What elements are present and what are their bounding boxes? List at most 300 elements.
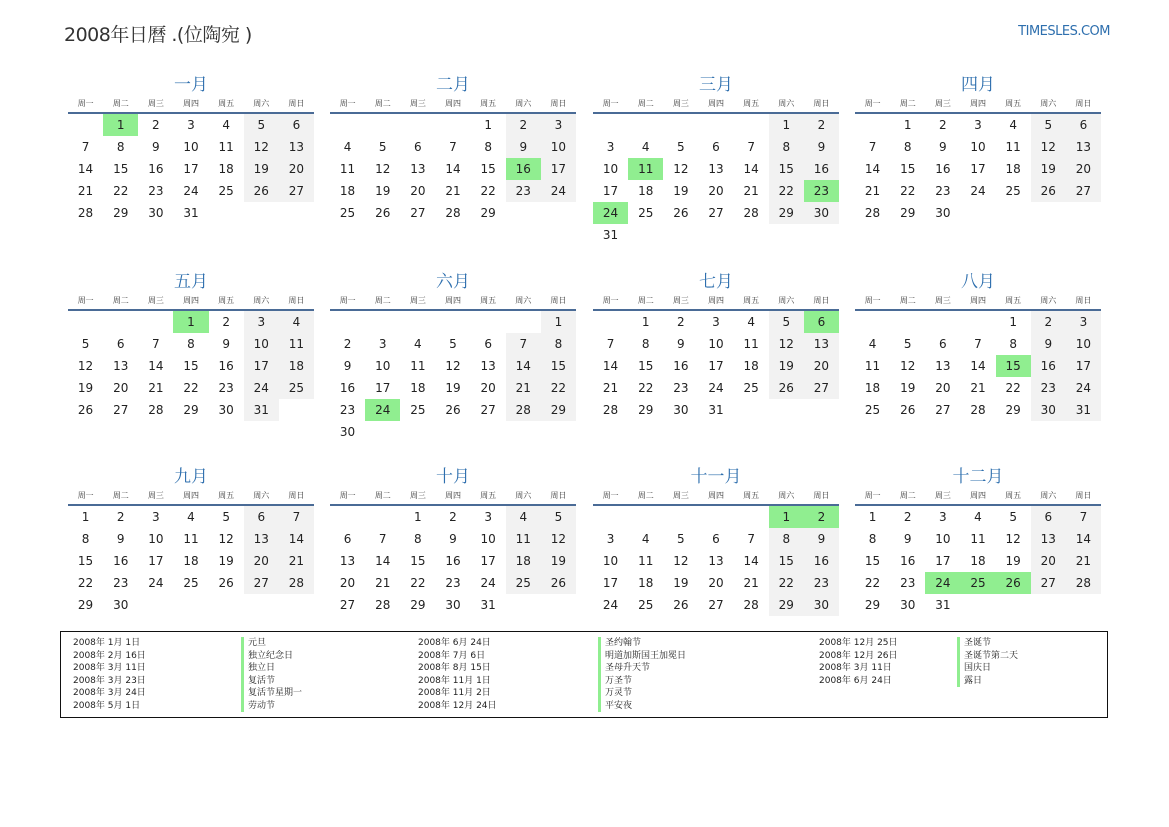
- day-cell: 6: [1066, 114, 1101, 136]
- day-cell: 12: [541, 528, 576, 550]
- week-row: [593, 202, 839, 224]
- day-cell: 23: [804, 180, 839, 202]
- day-cell: 20: [410, 184, 426, 198]
- day-cell: 23: [148, 184, 164, 198]
- day-cell: 19: [541, 550, 576, 572]
- day-cell: 15: [480, 162, 496, 176]
- day-cell: 30: [1031, 399, 1066, 421]
- day-cell: 30: [900, 598, 916, 612]
- empty-cell: [244, 594, 279, 616]
- day-cell: 30: [445, 598, 461, 612]
- empty-cell: [996, 202, 1031, 224]
- empty-cell: [209, 594, 244, 616]
- weekday-label: 周一: [77, 99, 94, 108]
- weekday-label: 周六: [515, 491, 532, 500]
- day-cell: 24: [1066, 377, 1101, 399]
- day-cell: 25: [506, 572, 541, 594]
- day-cell: 30: [148, 206, 164, 220]
- day-cell: 7: [974, 337, 982, 351]
- day-cell: 2: [804, 506, 839, 528]
- day-cell: 24: [244, 377, 279, 399]
- week-row: [68, 506, 314, 528]
- weekday-label: 周日: [288, 296, 305, 305]
- day-cell: 20: [1031, 550, 1066, 572]
- week-row: [855, 550, 1101, 572]
- weekday-label: 周五: [218, 99, 235, 108]
- day-cell: 13: [339, 554, 356, 568]
- day-cell: 10: [602, 554, 619, 568]
- month-block: [855, 466, 1101, 616]
- day-cell: 9: [804, 528, 839, 550]
- month-block: [593, 74, 839, 246]
- day-cell: 2: [152, 118, 160, 132]
- day-cell: 5: [378, 140, 387, 154]
- day-cell: 29: [113, 206, 129, 220]
- day-cell: 2: [677, 315, 685, 329]
- day-cell: 23: [673, 381, 689, 395]
- week-row: [330, 421, 576, 443]
- empty-cell: [855, 114, 890, 136]
- day-cell: 22: [113, 184, 129, 198]
- day-cell: 28: [743, 206, 759, 220]
- day-cell: 19: [900, 381, 916, 395]
- day-cell: 17: [244, 355, 279, 377]
- weekday-label: 周六: [778, 296, 795, 305]
- week-row: [330, 377, 576, 399]
- day-cell: 6: [1031, 506, 1066, 528]
- weekday-label: 周一: [77, 296, 94, 305]
- day-cell: 24: [593, 202, 628, 224]
- day-cell: 1: [81, 510, 90, 524]
- day-cell: 19: [1031, 158, 1066, 180]
- empty-cell: [769, 399, 804, 421]
- day-cell: 24: [148, 576, 164, 590]
- weekday-label: 周六: [778, 99, 795, 108]
- empty-cell: [734, 399, 769, 421]
- empty-cell: [506, 421, 541, 443]
- day-cell: 14: [602, 359, 619, 373]
- day-cell: 9: [506, 136, 541, 158]
- day-cell: 23: [445, 576, 461, 590]
- weekday-label: 周日: [288, 99, 305, 108]
- day-cell: 16: [218, 359, 234, 373]
- weekday-label: 周三: [147, 491, 164, 500]
- weekday-label: 周四: [969, 296, 986, 305]
- day-cell: 13: [279, 136, 314, 158]
- day-cell: 16: [339, 381, 356, 395]
- day-cell: 17: [708, 359, 724, 373]
- day-cell: 27: [804, 377, 839, 399]
- day-cell: 21: [77, 184, 94, 198]
- weekday-header: [330, 96, 576, 114]
- day-cell: 22: [77, 576, 94, 590]
- day-cell: 12: [1005, 532, 1021, 546]
- day-cell: 31: [1066, 399, 1101, 421]
- day-cell: 4: [747, 315, 755, 329]
- legend-date: 2008年 12月 25日: [819, 638, 898, 648]
- day-cell: 29: [410, 598, 426, 612]
- day-cell: 8: [769, 136, 804, 158]
- day-cell: 4: [641, 140, 650, 154]
- day-cell: 31: [480, 598, 496, 612]
- weekday-label: 周三: [409, 296, 426, 305]
- day-cell: 8: [116, 140, 125, 154]
- day-cell: 8: [641, 337, 650, 351]
- day-cell: 19: [445, 381, 461, 395]
- day-cell: 1: [414, 510, 422, 524]
- day-cell: 24: [541, 180, 576, 202]
- day-cell: 14: [970, 359, 986, 373]
- day-cell: 20: [279, 158, 314, 180]
- weekday-label: 周三: [672, 99, 689, 108]
- week-row: [68, 114, 314, 136]
- day-cell: 5: [677, 140, 685, 154]
- day-cell: 13: [410, 162, 426, 176]
- legend-holiday-name: 独立日: [241, 662, 302, 675]
- day-cell: 8: [414, 532, 422, 546]
- day-cell: 18: [864, 381, 881, 395]
- day-cell: 1: [103, 114, 138, 136]
- weekday-label: 周六: [253, 491, 270, 500]
- weekday-label: 周六: [515, 99, 532, 108]
- day-cell: 14: [445, 162, 461, 176]
- day-cell: 28: [602, 403, 619, 417]
- day-cell: 24: [183, 184, 199, 198]
- week-row: [855, 506, 1101, 528]
- weekday-label: 周三: [934, 296, 951, 305]
- weekday-label: 周五: [743, 491, 760, 500]
- day-cell: 8: [903, 140, 912, 154]
- day-cell: 15: [113, 162, 129, 176]
- empty-cell: [855, 311, 890, 333]
- week-row: [855, 180, 1101, 202]
- weekday-label: 周二: [112, 99, 129, 108]
- day-cell: 28: [148, 403, 164, 417]
- day-cell: 17: [541, 158, 576, 180]
- day-cell: 29: [77, 598, 94, 612]
- day-cell: 2: [222, 315, 230, 329]
- day-cell: 25: [410, 403, 426, 417]
- day-cell: 8: [769, 528, 804, 550]
- day-cell: 9: [903, 532, 912, 546]
- empty-cell: [925, 311, 960, 333]
- day-cell: 1: [173, 311, 208, 333]
- day-cell: 11: [638, 554, 654, 568]
- week-row: [68, 333, 314, 355]
- day-cell: 8: [1009, 337, 1017, 351]
- legend-names: [241, 637, 302, 712]
- weekday-label: 周四: [182, 99, 199, 108]
- week-row: [330, 506, 576, 528]
- day-cell: 4: [641, 532, 650, 546]
- day-cell: 31: [244, 399, 279, 421]
- day-cell: 13: [708, 162, 724, 176]
- day-cell: 16: [935, 162, 951, 176]
- empty-cell: [435, 421, 470, 443]
- day-cell: 4: [222, 118, 230, 132]
- day-cell: 5: [769, 311, 804, 333]
- day-cell: 6: [712, 532, 720, 546]
- weekday-label: 周三: [147, 296, 164, 305]
- weekday-label: 周日: [1075, 491, 1092, 500]
- day-cell: 11: [1005, 140, 1021, 154]
- month-name: 六月: [436, 272, 470, 292]
- day-cell: 26: [1031, 180, 1066, 202]
- month-name: 十月: [436, 467, 470, 487]
- weekday-label: 周三: [672, 296, 689, 305]
- day-cell: 16: [148, 162, 164, 176]
- day-cell: 22: [1005, 381, 1021, 395]
- weekday-label: 周四: [707, 99, 724, 108]
- day-cell: 19: [1005, 554, 1021, 568]
- day-cell: 12: [673, 554, 689, 568]
- empty-cell: [400, 311, 435, 333]
- day-cell: 17: [602, 184, 619, 198]
- day-cell: 11: [864, 359, 881, 373]
- day-cell: 5: [244, 114, 279, 136]
- day-cell: 2: [903, 510, 912, 524]
- day-cell: 6: [244, 506, 279, 528]
- weekday-header: [330, 488, 576, 506]
- weekday-label: 周六: [1040, 99, 1057, 108]
- empty-cell: [330, 114, 365, 136]
- month-block: [68, 466, 314, 616]
- day-cell: 7: [606, 337, 615, 351]
- site-link[interactable]: TIMESLES.COM: [1018, 24, 1110, 39]
- day-cell: 29: [541, 399, 576, 421]
- day-cell: 7: [747, 140, 755, 154]
- day-cell: 8: [484, 140, 492, 154]
- day-cell: 28: [445, 206, 461, 220]
- day-cell: 17: [935, 554, 951, 568]
- weekday-label: 周五: [480, 296, 497, 305]
- day-cell: 3: [939, 510, 947, 524]
- day-cell: 26: [541, 572, 576, 594]
- weekday-label: 周六: [515, 296, 532, 305]
- month-name: 八月: [961, 272, 995, 292]
- day-cell: 30: [804, 594, 839, 616]
- weekday-label: 周二: [112, 296, 129, 305]
- week-row: [68, 311, 314, 333]
- week-row: [593, 224, 839, 246]
- day-cell: 20: [708, 576, 724, 590]
- week-row: [855, 158, 1101, 180]
- day-cell: 27: [279, 180, 314, 202]
- day-cell: 18: [970, 554, 986, 568]
- day-cell: 10: [183, 140, 199, 154]
- empty-cell: [138, 311, 173, 333]
- day-cell: 16: [113, 554, 129, 568]
- day-cell: 23: [900, 576, 916, 590]
- day-cell: 18: [638, 184, 654, 198]
- day-cell: 4: [506, 506, 541, 528]
- day-cell: 1: [903, 118, 912, 132]
- day-cell: 19: [673, 184, 689, 198]
- empty-cell: [628, 114, 663, 136]
- day-cell: 14: [279, 528, 314, 550]
- day-cell: 28: [864, 206, 881, 220]
- weekday-header: [855, 488, 1101, 506]
- week-row: [593, 311, 839, 333]
- day-cell: 15: [183, 359, 199, 373]
- day-cell: 3: [378, 337, 387, 351]
- day-cell: 14: [148, 359, 164, 373]
- day-cell: 17: [1066, 355, 1101, 377]
- weekday-label: 周日: [1075, 296, 1092, 305]
- day-cell: 12: [769, 333, 804, 355]
- month-name: 十二月: [952, 467, 1004, 487]
- day-cell: 12: [673, 162, 689, 176]
- day-cell: 7: [152, 337, 160, 351]
- empty-cell: [734, 224, 769, 246]
- weekday-label: 周六: [1040, 296, 1057, 305]
- day-cell: 8: [187, 337, 195, 351]
- legend-date: 2008年 3月 23日: [73, 675, 146, 686]
- day-cell: 9: [116, 532, 125, 546]
- day-cell: 21: [375, 576, 391, 590]
- day-cell: 16: [506, 158, 541, 180]
- day-cell: 11: [743, 337, 759, 351]
- weekday-label: 周日: [550, 491, 567, 500]
- weekday-label: 周一: [339, 99, 356, 108]
- day-cell: 1: [641, 315, 650, 329]
- day-cell: 11: [183, 532, 199, 546]
- weekday-header: [68, 488, 314, 506]
- weekday-label: 周二: [899, 296, 916, 305]
- day-cell: 10: [375, 359, 391, 373]
- day-cell: 20: [1066, 158, 1101, 180]
- day-cell: 28: [375, 598, 391, 612]
- week-row: [330, 180, 576, 202]
- day-cell: 28: [506, 399, 541, 421]
- day-cell: 19: [244, 158, 279, 180]
- week-row: [68, 136, 314, 158]
- day-cell: 18: [743, 359, 759, 373]
- day-cell: 13: [480, 359, 496, 373]
- weekday-header: [68, 293, 314, 311]
- weekday-label: 周四: [969, 491, 986, 500]
- day-cell: 21: [970, 381, 986, 395]
- legend-holiday-name: 明道加斯国王加冕日: [598, 650, 686, 663]
- week-row: [855, 377, 1101, 399]
- day-cell: 25: [638, 598, 654, 612]
- empty-cell: [541, 202, 576, 224]
- week-row: [68, 202, 314, 224]
- day-cell: 15: [864, 554, 881, 568]
- day-cell: 9: [677, 337, 685, 351]
- day-cell: 23: [506, 180, 541, 202]
- legend-date: 2008年 11月 1日: [418, 675, 491, 686]
- day-cell: 20: [804, 355, 839, 377]
- day-cell: 11: [279, 333, 314, 355]
- empty-cell: [400, 114, 435, 136]
- day-cell: 1: [769, 506, 804, 528]
- day-cell: 13: [804, 333, 839, 355]
- legend-holiday-name: 万圣节: [598, 675, 686, 688]
- legend-holiday-name: 独立纪念日: [241, 650, 302, 663]
- day-cell: 10: [1066, 333, 1101, 355]
- empty-cell: [365, 114, 400, 136]
- weekday-label: 周四: [444, 491, 461, 500]
- legend-holiday-name: 平安夜: [598, 700, 686, 713]
- month-block: [68, 74, 314, 224]
- day-cell: 7: [378, 532, 387, 546]
- day-cell: 3: [606, 140, 615, 154]
- day-cell: 5: [1031, 114, 1066, 136]
- week-row: [855, 528, 1101, 550]
- month-block: [330, 74, 576, 224]
- month-name: 九月: [174, 467, 208, 487]
- day-cell: 22: [769, 180, 804, 202]
- week-row: [330, 136, 576, 158]
- day-cell: 6: [116, 337, 125, 351]
- day-cell: 9: [939, 140, 947, 154]
- month-name: 一月: [174, 75, 208, 95]
- day-cell: 4: [1009, 118, 1017, 132]
- month-block: [330, 466, 576, 616]
- legend-names: [957, 637, 1018, 687]
- day-cell: 31: [708, 403, 724, 417]
- day-cell: 17: [970, 162, 986, 176]
- legend-date: 2008年 7月 6日: [418, 650, 486, 661]
- day-cell: 1: [484, 118, 492, 132]
- day-cell: 15: [996, 355, 1031, 377]
- day-cell: 10: [602, 162, 619, 176]
- week-row: [330, 311, 576, 333]
- legend-dates: [418, 637, 497, 712]
- weekday-label: 周四: [969, 99, 986, 108]
- day-cell: 4: [414, 337, 422, 351]
- weekday-header: [593, 293, 839, 311]
- day-cell: 20: [244, 550, 279, 572]
- month-block: [68, 271, 314, 421]
- day-cell: 4: [868, 337, 877, 351]
- day-cell: 18: [410, 381, 426, 395]
- week-row: [593, 136, 839, 158]
- month-block: [593, 466, 839, 616]
- weekday-label: 周日: [550, 296, 567, 305]
- day-cell: 30: [113, 598, 129, 612]
- day-cell: 9: [804, 136, 839, 158]
- day-cell: 23: [804, 572, 839, 594]
- day-cell: 9: [343, 359, 352, 373]
- weekday-label: 周日: [813, 491, 830, 500]
- weekday-header: [593, 96, 839, 114]
- empty-cell: [1066, 202, 1101, 224]
- empty-cell: [628, 224, 663, 246]
- day-cell: 27: [244, 572, 279, 594]
- legend-date: 2008年 3月 11日: [819, 663, 892, 673]
- day-cell: 6: [343, 532, 352, 546]
- day-cell: 26: [218, 576, 234, 590]
- day-cell: 27: [410, 206, 426, 220]
- holiday-legend: [60, 631, 1108, 718]
- legend-holiday-name: 圣诞节: [957, 637, 1018, 650]
- empty-cell: [698, 506, 733, 528]
- empty-cell: [1066, 594, 1101, 616]
- day-cell: 2: [343, 337, 352, 351]
- weekday-label: 周二: [374, 491, 391, 500]
- day-cell: 30: [673, 403, 689, 417]
- day-cell: 12: [900, 359, 916, 373]
- day-cell: 1: [1009, 315, 1017, 329]
- day-cell: 6: [414, 140, 422, 154]
- empty-cell: [138, 594, 173, 616]
- day-cell: 1: [541, 311, 576, 333]
- week-row: [855, 311, 1101, 333]
- day-cell: 13: [113, 359, 129, 373]
- weekday-label: 周二: [899, 491, 916, 500]
